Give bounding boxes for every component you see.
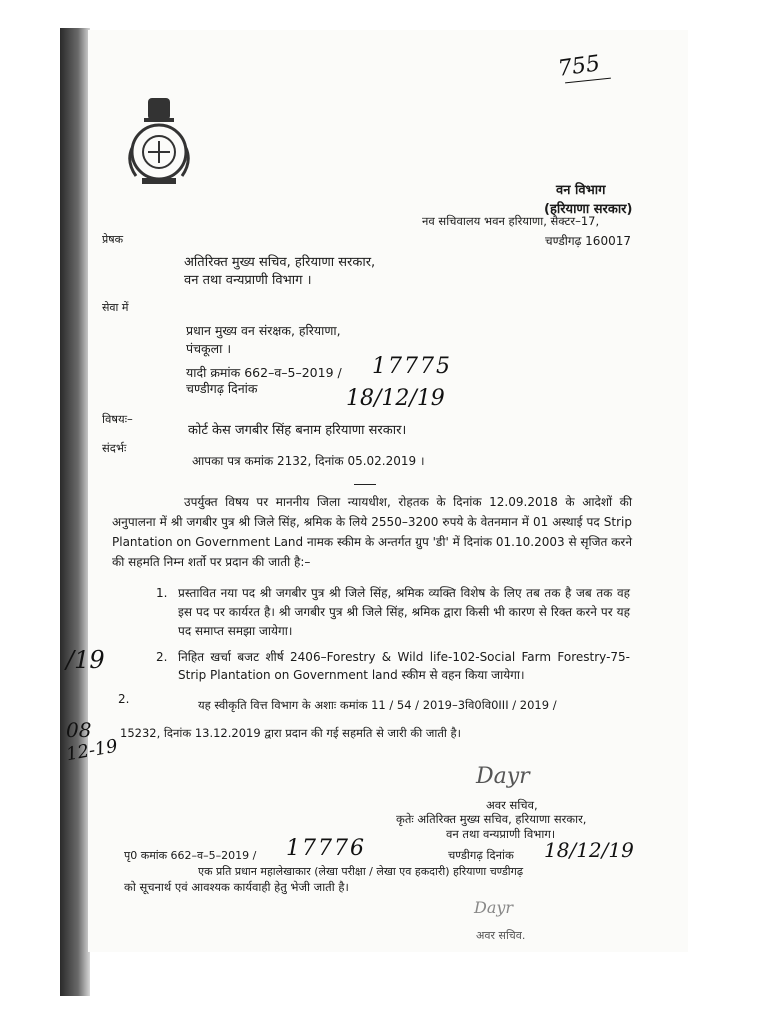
para2-number: 2.: [118, 692, 130, 706]
subject-text: कोर्ट केस जगबीर सिंह बनाम हरियाणा सरकार।: [188, 423, 407, 438]
body-intro: उपर्युक्त विषय पर माननीय जिला न्यायधीश, रोहतक के दिनांक 12.09.2018 के आदेशों की अनुपालना में श्री जगबीर पुत्र श्री जिले सिंह, श्रमिक के लिये 2550–3200 रुपये के वेतनमान में 01 अस्थाई पद Strip Plantation on Government Land नामक स्कीम के अन्तर्गत ग्रुप 'डी' में दिनांक 01.10.2003 से सृजित करने की सहमति निम्न शर्तो पर प्रदान की जाती है:–: [112, 495, 632, 569]
recipient-line1: प्रधान मुख्य वन संरक्षक, हरियाणा,: [186, 323, 341, 338]
dept-name: वन विभाग: [556, 183, 606, 198]
para2-line1: यह स्वीकृति वित्त विभाग के अशाः कमांक 11 / 54 / 2019–3वि0वि0III / 2019 /: [198, 698, 557, 712]
para2-line2: 15232, दिनांक 13.12.2019 द्वारा प्रदान की गई सहमति से जारी की जाती है।: [120, 726, 462, 740]
scan-binding-shadow: [60, 28, 90, 996]
page-number: 755: [556, 51, 602, 82]
signature-1-for: कृतेः अतिरिक्त मुख्य सचिव, हरियाणा सरकार,: [396, 812, 587, 826]
signature-1-title: अवर सचिव,: [486, 798, 538, 812]
endorsement-date-label: चण्डीगढ़ दिनांक: [448, 848, 514, 862]
margin-note-2: 08: [66, 718, 92, 742]
endorsement-ref-handwritten: 17776: [286, 836, 366, 861]
endorsement-ref-label: पृ0 कमांक 662–व–5–2019 /: [124, 849, 257, 862]
memo-ref-label: यादी क्रमांक 662–व–5–2019 /: [186, 365, 342, 380]
signature-2: Dayr: [474, 898, 514, 917]
sender-label: प्रेषक: [102, 233, 124, 246]
margin-note-1: /19: [66, 646, 105, 674]
haryana-emblem-icon: [120, 92, 198, 192]
memo-date-handwritten: 18/12/19: [346, 386, 445, 411]
subject-label: विषयः–: [102, 412, 133, 426]
cond2-text: निहित खर्चा बजट शीर्ष 2406–Forestry & Wild life-102-Social Farm Forestry-75-Strip Plantation on Government land स्कीम से वहन किया जायेगा।: [178, 650, 630, 682]
cond1-text: प्रस्तावित नया पद श्री जगबीर पुत्र श्री जिले सिंह, श्रमिक व्यक्ति विशेष के लिए तब तक है जब तक वह इस पद पर कार्यरत है। श्री जगबीर पुत्र श्री जिले सिंह, श्रमिक द्वारा किसी भी कारण से रिक्त करने पर यह पद समाप्त समझा जायेगा।: [178, 586, 630, 638]
divider: [354, 484, 376, 485]
cond1-number: 1.: [156, 586, 168, 600]
dept-city-pin: चण्डीगढ़ 160017: [545, 234, 631, 248]
signature-1: Dayr: [476, 764, 530, 789]
reference-label: संदर्भः: [102, 441, 127, 455]
margin-note-3: 12-19: [64, 735, 120, 766]
recipient-line2: पंचकूला ।: [186, 341, 232, 356]
endorsement-date-handwritten: 18/12/19: [544, 838, 634, 862]
signature-2-title: अवर सचिव.: [476, 929, 526, 942]
cond2-number: 2.: [156, 650, 168, 664]
sender-line2: वन तथा वन्यप्राणी विभाग ।: [184, 273, 312, 288]
sender-line1: अतिरिक्त मुख्य सचिव, हरियाणा सरकार,: [184, 255, 376, 270]
memo-ref-handwritten: 17775: [372, 354, 452, 379]
dept-state: (हरियाणा सरकार): [544, 202, 633, 217]
signature-1-dept: वन तथा वन्यप्राणी विभाग।: [446, 827, 556, 841]
dept-address: नव सचिवालय भवन हरियाणा, सैक्टर–17,: [422, 214, 600, 228]
endorsement-line1: एक प्रति प्रधान महालेखाकार (लेखा परीक्षा / लेखा एव हकदारी) हरियाणा चण्डीगढ़: [198, 865, 524, 878]
memo-date-label: चण्डीगढ़ दिनांक: [186, 381, 258, 396]
reference-text: आपका पत्र कमांक 2132, दिनांक 05.02.2019 ।: [192, 454, 425, 468]
recipient-label: सेवा में: [102, 301, 129, 314]
endorsement-line2: को सूचनार्थ एवं आवश्यक कार्यवाही हेतु भेजी जाती है।: [124, 880, 349, 894]
